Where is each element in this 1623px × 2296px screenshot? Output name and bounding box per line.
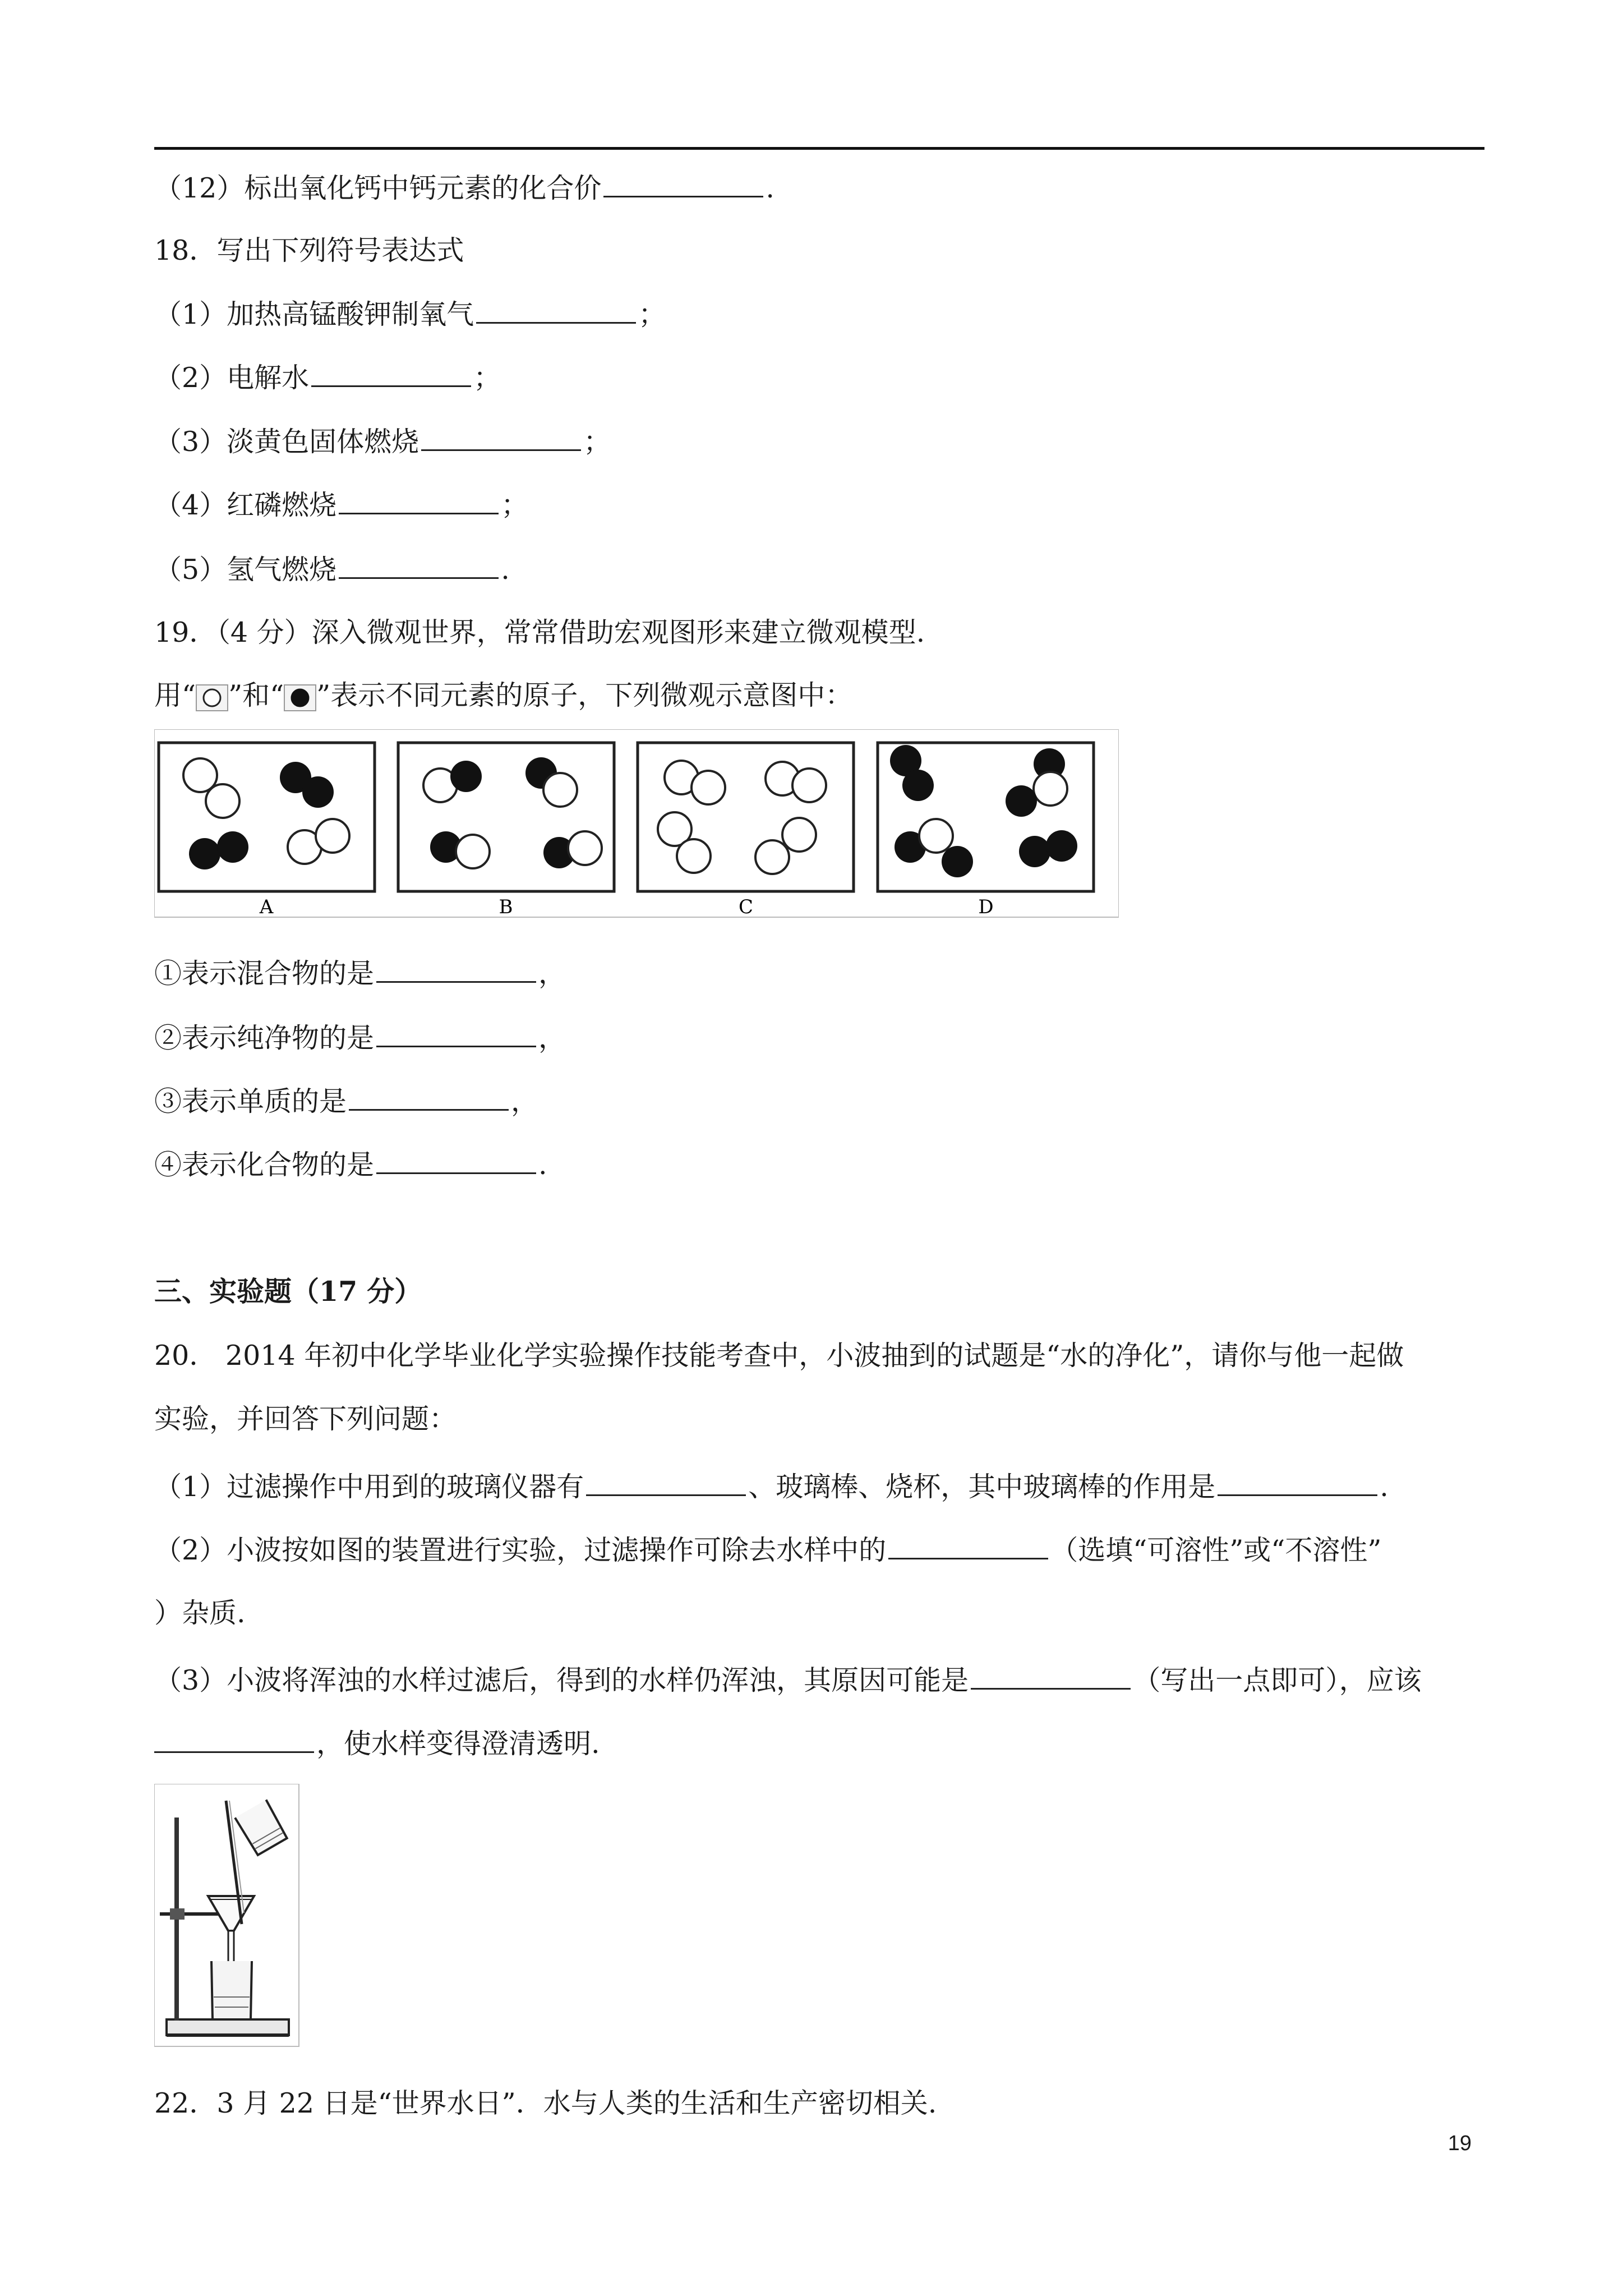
- panel-c: [638, 743, 854, 918]
- answer-blank[interactable]: [349, 1084, 509, 1111]
- q20-intro-line1: 20． 2014 年初中化学毕业化学实验操作技能考查中，小波抽到的试题是“水的净化”，请你与他一起做: [154, 1340, 1404, 1372]
- q19-question-3: ③表示单质的是 ，: [154, 1085, 539, 1117]
- panel-b: [398, 743, 614, 918]
- q19-legend: 用“ ”和“ ”表示不同元素的原子，下列微观示意图中：: [154, 679, 853, 711]
- answer-blank[interactable]: [971, 1663, 1131, 1690]
- panel-label-b: B: [499, 896, 513, 918]
- answer-blank[interactable]: [1218, 1470, 1377, 1496]
- filtration-apparatus-illustration: [154, 1784, 300, 2047]
- panel-label-d: D: [978, 896, 994, 918]
- q18-item-2: （2）电解水 ；: [154, 362, 501, 394]
- answer-blank[interactable]: [339, 488, 499, 514]
- q19-question-4: ④表示化合物的是 .: [154, 1149, 547, 1181]
- panel-label-c: C: [738, 896, 754, 918]
- q18-item-3: （3）淡黄色固体燃烧 ；: [154, 426, 611, 458]
- panel-b-box: [398, 743, 614, 891]
- q19-question-1: ①表示混合物的是 ，: [154, 958, 566, 990]
- panel-label-a: A: [259, 896, 274, 918]
- answer-blank[interactable]: [421, 425, 581, 451]
- section-heading: 三、实验题（17 分）: [154, 1275, 422, 1308]
- answer-blank[interactable]: [476, 297, 636, 324]
- answer-blank[interactable]: [888, 1533, 1048, 1559]
- answer-blank[interactable]: [154, 1727, 314, 1753]
- panel-a: [159, 743, 375, 918]
- answer-blank[interactable]: [376, 1148, 536, 1174]
- q20-part-2: （2）小波按如图的装置进行实验，过滤操作可除去水样中的 （选填“可溶性”或“不溶性”: [154, 1534, 1382, 1566]
- q20-part-3: （3）小波将浑浊的水样过滤后，得到的水样仍浑浊，其原因可能是 （写出一点即可），应该: [154, 1664, 1422, 1696]
- q20-intro-line2: 实验，并回答下列问题：: [154, 1403, 457, 1435]
- answer-blank[interactable]: [376, 956, 536, 983]
- q22-title: 22．3 月 22 日是“世界水日”．水与人类的生活和生产密切相关.: [154, 2087, 937, 2119]
- q18-item-5: （5）氢气燃烧 .: [154, 554, 510, 586]
- answer-blank[interactable]: [603, 171, 763, 197]
- answer-blank[interactable]: [311, 361, 471, 387]
- answer-blank[interactable]: [339, 553, 499, 579]
- q20-part-1: （1）过滤操作中用到的玻璃仪器有 、玻璃棒、烧杯，其中玻璃棒的作用是 .: [154, 1471, 1389, 1503]
- q19-title: 19．（4 分）深入微观世界，常常借助宏观图形来建立微观模型.: [154, 616, 925, 648]
- page-number: 19: [1447, 2132, 1472, 2155]
- q20-part-3-cont: ，使水样变得澄清透明.: [154, 1727, 600, 1761]
- white-atom-icon: [196, 684, 228, 711]
- panel-d: [878, 743, 1094, 918]
- q18-item-4: （4）红磷燃烧 ；: [154, 489, 529, 521]
- header-rule: [154, 147, 1484, 150]
- q19-question-2: ②表示纯净物的是 ，: [154, 1022, 566, 1054]
- answer-blank[interactable]: [376, 1021, 536, 1047]
- molecule-diagram: [154, 729, 1119, 920]
- q18-item-1: （1）加热高锰酸钾制氧气 ；: [154, 298, 666, 330]
- q17-item-12: （12）标出氧化钙中钙元素的化合价 .: [154, 172, 774, 204]
- q20-part-2-cont: ）杂质.: [154, 1597, 246, 1629]
- answer-blank[interactable]: [586, 1470, 746, 1496]
- q18-title: 18．写出下列符号表达式: [154, 234, 464, 266]
- black-atom-icon: [284, 684, 316, 711]
